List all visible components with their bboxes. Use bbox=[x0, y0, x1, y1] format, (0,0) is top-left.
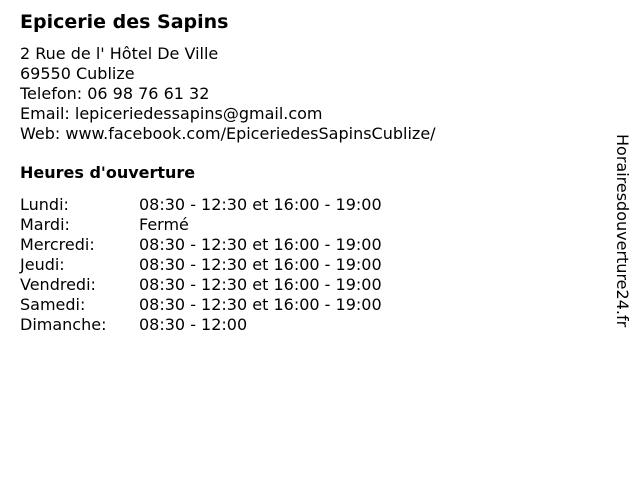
contact-block bbox=[20, 44, 436, 144]
hours-row-mercredi bbox=[20, 235, 382, 255]
hours-row-samedi bbox=[20, 295, 382, 315]
day-label: Mardi: bbox=[20, 215, 70, 234]
street-address: 2 Rue de l' Hôtel De Ville bbox=[20, 44, 219, 63]
time-value: 08:30 - 12:30 et 16:00 - 19:00 bbox=[139, 295, 382, 314]
site-watermark: Horairesdouverture24.fr bbox=[613, 134, 632, 328]
hours-row-dimanche bbox=[20, 315, 382, 335]
hours-row-vendredi bbox=[20, 275, 382, 295]
phone-line: Telefon: 06 98 76 61 32 bbox=[20, 84, 210, 103]
hours-row-mardi bbox=[20, 215, 382, 235]
hours-table bbox=[20, 195, 382, 335]
day-label: Samedi: bbox=[20, 295, 86, 314]
time-value: 08:30 - 12:30 et 16:00 - 19:00 bbox=[139, 195, 382, 214]
hours-heading: Heures d'ouverture bbox=[20, 163, 196, 182]
time-value: Fermé bbox=[139, 215, 189, 234]
time-value: 08:30 - 12:30 et 16:00 - 19:00 bbox=[139, 275, 382, 294]
day-label: Jeudi: bbox=[20, 255, 65, 274]
day-label: Lundi: bbox=[20, 195, 69, 214]
day-label: Dimanche: bbox=[20, 315, 107, 334]
hours-row-jeudi bbox=[20, 255, 382, 275]
business-name: Epicerie des Sapins bbox=[20, 11, 229, 33]
time-value: 08:30 - 12:30 et 16:00 - 19:00 bbox=[139, 255, 382, 274]
time-value: 08:30 - 12:30 et 16:00 - 19:00 bbox=[139, 235, 382, 254]
day-label: Mercredi: bbox=[20, 235, 95, 254]
postal-city: 69550 Cublize bbox=[20, 64, 135, 83]
hours-row-lundi bbox=[20, 195, 382, 215]
web-line: Web: www.facebook.com/EpiceriedesSapinsCublize/ bbox=[20, 124, 436, 143]
time-value: 08:30 - 12:00 bbox=[139, 315, 248, 334]
email-line: Email: lepiceriedessapins@gmail.com bbox=[20, 104, 323, 123]
day-label: Vendredi: bbox=[20, 275, 96, 294]
